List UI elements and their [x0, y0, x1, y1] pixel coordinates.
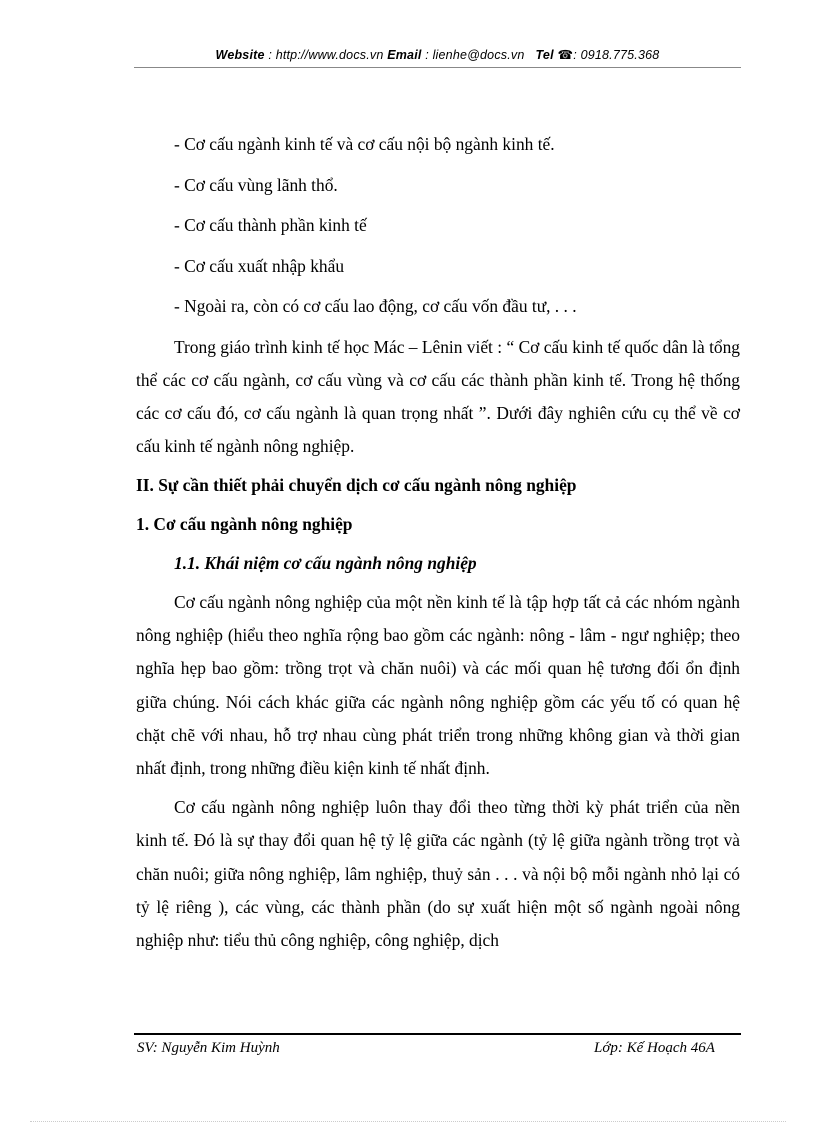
website-url[interactable]: http://www.docs.vn [275, 48, 384, 62]
email-separator: : [421, 48, 433, 62]
bullet-item: - Cơ cấu xuất nhập khẩu [174, 255, 345, 276]
website-label: Website [215, 48, 265, 62]
phone-icon: ☎ [557, 48, 574, 62]
footer-class: Lớp: Kế Hoạch 46A [594, 1040, 715, 1056]
subsection-heading: 1. Cơ cấu ngành nông nghiệp [136, 513, 353, 534]
website-separator: : [264, 48, 276, 62]
paragraph-definition: Cơ cấu ngành nông nghiệp của một nền kinh tế là tập hợp tất cả các nhóm ngành nông nghiệp (hiểu theo nghĩa rộng bao gồm các ngành: nông - lâm - ngư nghiệp; theo nghĩa hẹp bao gồm: trồng trọt và chăn nuôi) và các mối quan hệ tương đối ổn định giữa chúng. Nói cách khác giữa các ngành nông nghiệp gồm các yếu tố có quan hệ chặt chẽ với nhau, hỗ trợ nhau cùng phát triển trong những không gian và thời gian nhất định, trong những điều kiện kinh tế nhất định. [136, 591, 740, 778]
header-divider [134, 67, 741, 68]
section-heading: II. Sự cần thiết phải chuyển dịch cơ cấu ngành nông nghiệp [136, 475, 577, 496]
bullet-item: - Cơ cấu thành phần kinh tế [174, 215, 367, 235]
bullet-item: - Cơ cấu ngành kinh tế và cơ cấu nội bộ ngành kinh tế. [174, 134, 555, 154]
email-address[interactable]: lienhe@docs.vn [432, 48, 525, 62]
bullet-item: - Ngoài ra, còn có cơ cấu lao động, cơ cấu vốn đầu tư, . . . [174, 296, 577, 316]
footer-divider [134, 1033, 741, 1035]
footer-student: SV: Nguyễn Kim Huỳnh [137, 1040, 280, 1056]
tel-label: Tel [535, 48, 554, 62]
bullet-item: - Cơ cấu vùng lãnh thổ. [174, 174, 338, 195]
page-body [136, 128, 740, 963]
email-label: Email [387, 48, 422, 62]
subsubsection-heading: 1.1. Khái niệm cơ cấu ngành nông nghiệp [174, 552, 477, 573]
tel-number: : 0918.775.368 [573, 48, 660, 62]
page-header [134, 47, 741, 62]
paragraph-change: Cơ cấu ngành nông nghiệp luôn thay đổi theo từng thời kỳ phát triển của nền kinh tế. Đó là sự thay đổi quan hệ tỷ lệ giữa các ngành (tỷ lệ giữa ngành trồng trọt và chăn nuôi; giữa nông nghiệp, lâm nghiệp, thuỷ sản . . . và nội bộ mỗi ngành nhỏ lại có tỷ lệ riêng ), các vùng, các thành phần (do sự xuất hiện một số ngành ngoài nông nghiệp như: tiểu thủ công nghiệp, công nghiệp, dịch [136, 797, 740, 950]
paragraph-intro: Trong giáo trình kinh tế học Mác – Lênin viết : “ Cơ cấu kinh tế quốc dân là tổng thể các cơ cấu ngành, cơ cấu vùng và cơ cấu các thành phần kinh tế. Trong hệ thống các cơ cấu đó, cơ cấu ngành là quan trọng nhất ”. Dưới đây nghiên cứu cụ thể về cơ cấu kinh tế ngành nông nghiệp. [136, 336, 740, 457]
page-bottom-edge [30, 1121, 786, 1122]
